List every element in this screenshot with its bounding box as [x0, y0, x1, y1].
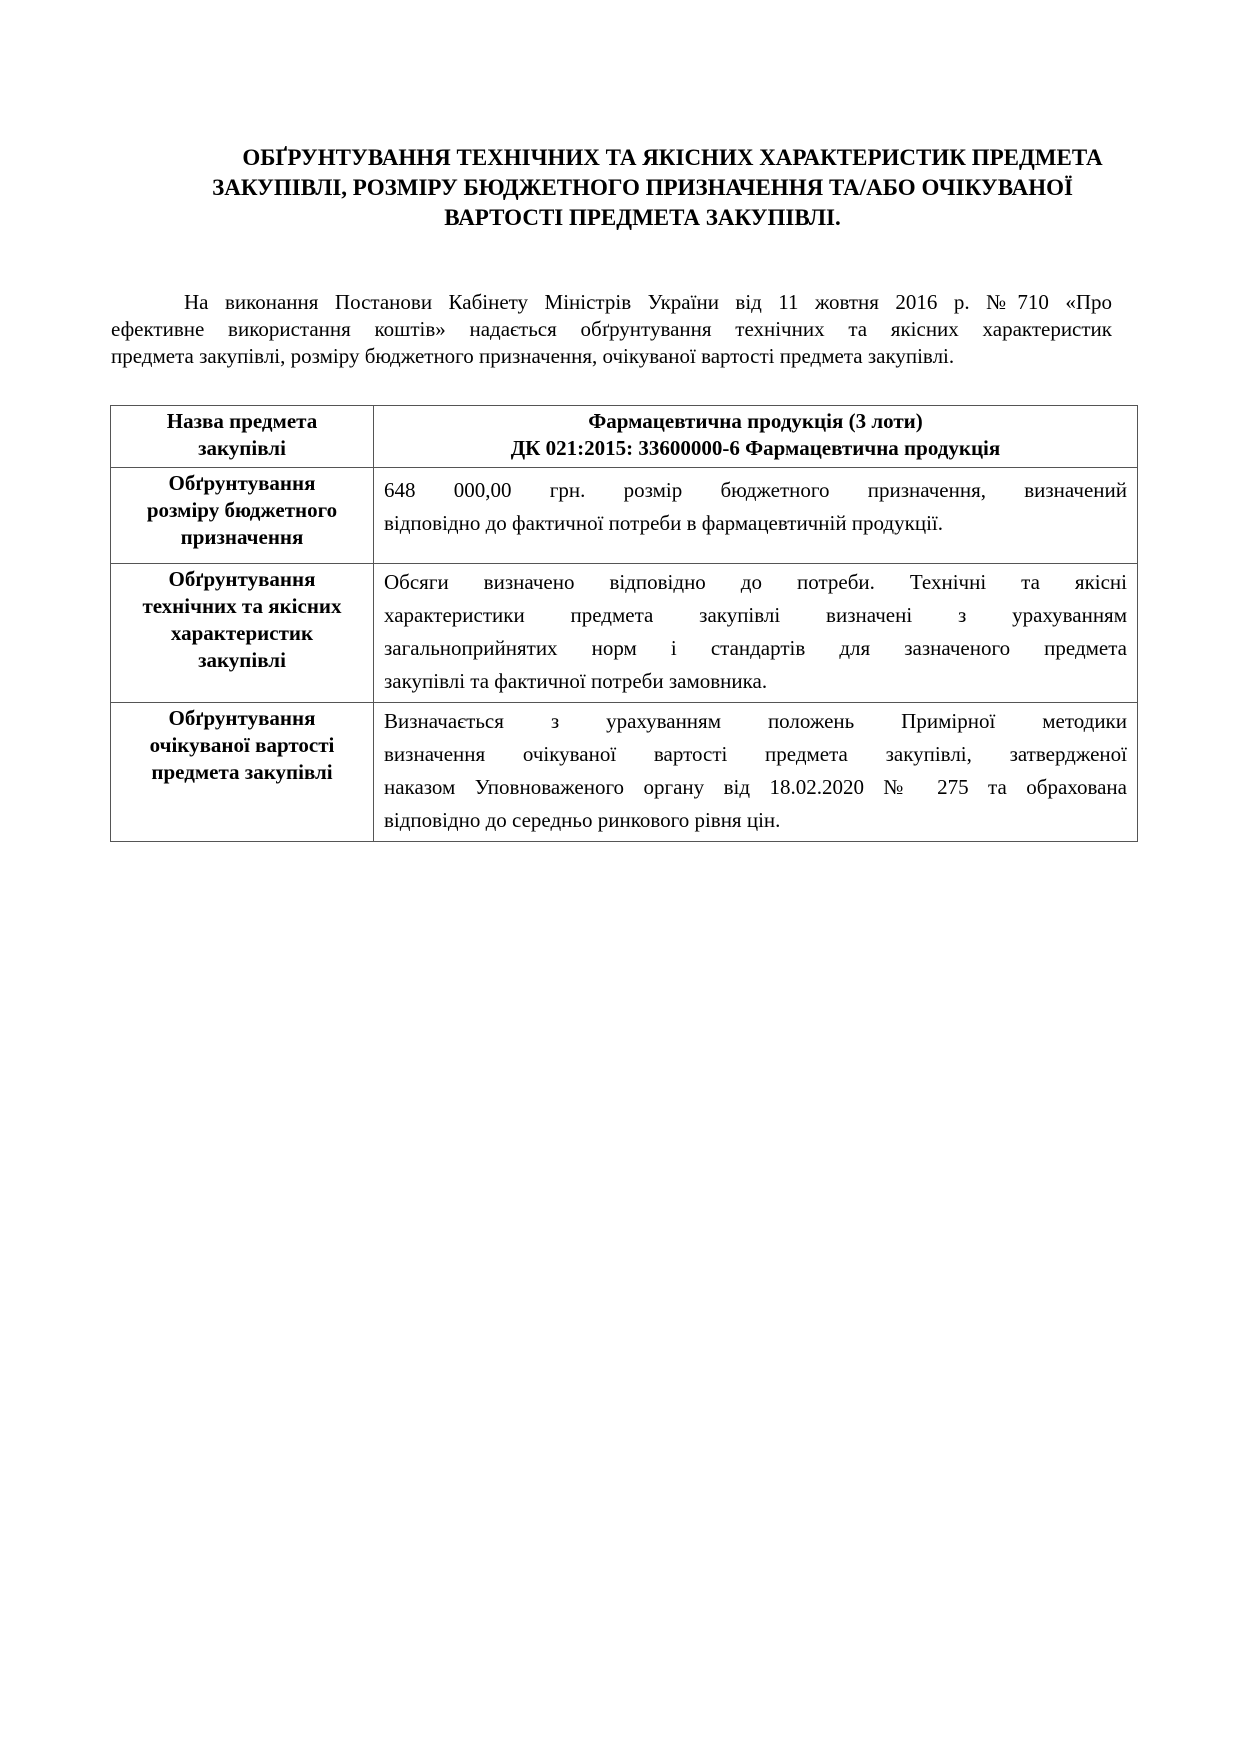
budget-label-line-1: Обґрунтування	[168, 471, 316, 495]
budget-value-line-1: 648 000,00 грн. розмір бюджетного призначення, визначений	[384, 478, 1127, 502]
intro-paragraph	[111, 289, 1112, 370]
technical-value-line-2: характеристики предмета закупівлі визначені з урахуванням	[384, 603, 1127, 627]
title-line-3: ВАРТОСТІ ПРЕДМЕТА ЗАКУПІВЛІ.	[444, 205, 841, 230]
subject-value-cell	[374, 406, 1138, 468]
technical-label-cell	[111, 564, 374, 703]
technical-label-line-2: технічних та якісних	[142, 594, 342, 618]
table-row-technical	[111, 564, 1138, 703]
expected-label-line-2: очікуваної вартості	[149, 733, 335, 757]
technical-value-cell	[374, 564, 1138, 703]
table-row-subject	[111, 406, 1138, 468]
expected-label-line-3: предмета закупівлі	[151, 760, 333, 784]
title-line-1: ОБҐРУНТУВАННЯ ТЕХНІЧНИХ ТА ЯКІСНИХ ХАРАКТЕРИСТИК ПРЕДМЕТА	[242, 145, 1103, 170]
table-row-expected-cost	[111, 703, 1138, 842]
title-line-2: ЗАКУПІВЛІ, РОЗМІРУ БЮДЖЕТНОГО ПРИЗНАЧЕННЯ ТА/АБО ОЧІКУВАНОЇ	[212, 175, 1073, 200]
subject-label-cell	[111, 406, 374, 468]
table-row-budget	[111, 468, 1138, 564]
subject-label-line-2: закупівлі	[198, 436, 286, 460]
expected-value-line-1: Визначається з урахуванням положень Примірної методики	[384, 709, 1127, 733]
expected-label-cell	[111, 703, 374, 842]
subject-value-line-2: ДК 021:2015: 33600000-6 Фармацевтична продукція	[510, 436, 1001, 460]
subject-value-line-1: Фармацевтична продукція (3 лоти)	[588, 409, 923, 433]
budget-value-cell	[374, 468, 1138, 564]
technical-value-line-4: закупівлі та фактичної потреби замовника.	[384, 669, 768, 693]
budget-label-line-2: розміру бюджетного	[146, 498, 338, 522]
budget-label-line-3: призначення	[180, 525, 304, 549]
technical-label-line-4: закупівлі	[198, 648, 286, 672]
expected-value-line-3: наказом Уповноваженого органу від 18.02.2020 № 275 та обрахована	[384, 775, 1127, 799]
technical-label-line-3: характеристик	[170, 621, 314, 645]
intro-line-2: ефективне використання коштів» надається обґрунтування технічних та якісних характеристик	[111, 317, 1112, 341]
budget-value-line-2: відповідно до фактичної потреби в фармацевтичній продукції.	[384, 511, 943, 535]
intro-line-3: предмета закупівлі, розміру бюджетного призначення, очікуваної вартості предмета закупівлі.	[111, 344, 955, 368]
budget-label-cell	[111, 468, 374, 564]
technical-value-line-1: Обсяги визначено відповідно до потреби. Технічні та якісні	[384, 570, 1127, 594]
expected-value-cell	[374, 703, 1138, 842]
technical-value-line-3: загальноприйнятих норм і стандартів для зазначеного предмета	[384, 636, 1127, 660]
procurement-table	[110, 405, 1138, 842]
expected-value-line-2: визначення очікуваної вартості предмета закупівлі, затвердженої	[384, 742, 1127, 766]
document-title	[150, 143, 1135, 233]
intro-line-1: На виконання Постанови Кабінету Міністрів України від 11 жовтня 2016 р. №710 «Про	[184, 290, 1112, 314]
subject-label-line-1: Назва предмета	[166, 409, 318, 433]
technical-label-line-1: Обґрунтування	[168, 567, 316, 591]
expected-label-line-1: Обґрунтування	[168, 706, 316, 730]
expected-value-line-4: відповідно до середньо ринкового рівня цін.	[384, 808, 781, 832]
